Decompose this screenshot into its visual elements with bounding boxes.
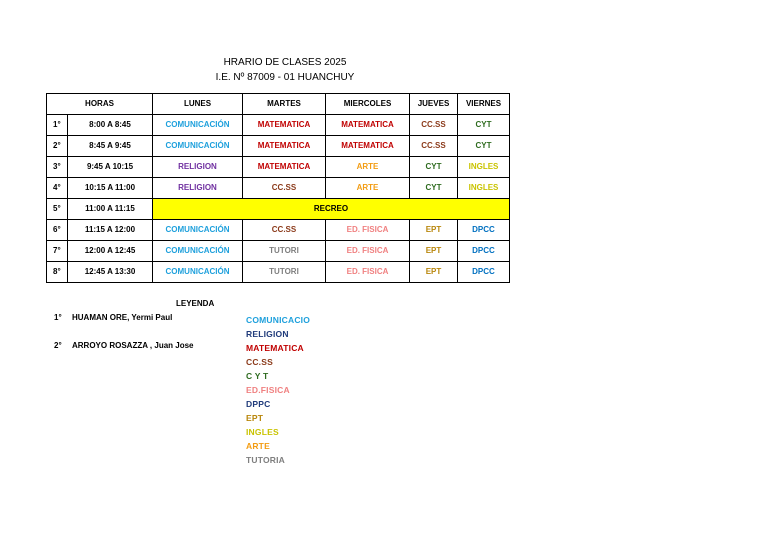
period-time: 10:15 A 11:00 (68, 178, 153, 199)
subject-cell: CYT (410, 178, 458, 199)
subject-cell: RELIGION (153, 157, 243, 178)
schedule-row (47, 220, 510, 241)
header-cell: HORAS (47, 94, 153, 115)
subject-cell: MATEMATICA (243, 157, 326, 178)
teacher-number: 2° (54, 341, 62, 350)
header-row (47, 94, 510, 115)
teacher-row (54, 341, 194, 350)
legend-item: ED.FISICA (246, 385, 290, 395)
subject-cell: COMUNICACIÓN (153, 115, 243, 136)
header-cell: MARTES (243, 94, 326, 115)
period-time: 8:45 A 9:45 (68, 136, 153, 157)
subject-cell: ED. FISICA (326, 241, 410, 262)
subject-cell: DPCC (458, 220, 510, 241)
subject-cell: COMUNICACIÓN (153, 136, 243, 157)
period-time: 8:00 A 8:45 (68, 115, 153, 136)
legend-item: TUTORIA (246, 455, 286, 465)
subject-cell: DPCC (458, 262, 510, 283)
subject-cell: ARTE (326, 157, 410, 178)
subject-cell: COMUNICACIÓN (153, 220, 243, 241)
school-name: I.E. Nº 87009 - 01 HUANCHUY (215, 72, 355, 83)
subject-cell: MATEMATICA (326, 136, 410, 157)
schedule-row (47, 199, 510, 220)
period-number: 4° (47, 178, 68, 199)
period-number: 6° (47, 220, 68, 241)
legend-item: C Y T (246, 371, 269, 381)
subject-cell: EPT (410, 241, 458, 262)
period-time: 9:45 A 10:15 (68, 157, 153, 178)
subject-cell: EPT (410, 220, 458, 241)
subject-cell: CYT (410, 157, 458, 178)
period-time: 12:45 A 13:30 (68, 262, 153, 283)
subject-cell: COMUNICACIÓN (153, 241, 243, 262)
period-number: 2° (47, 136, 68, 157)
period-number: 3° (47, 157, 68, 178)
header-cell: JUEVES (410, 94, 458, 115)
schedule-row (47, 241, 510, 262)
subject-cell: COMUNICACIÓN (153, 262, 243, 283)
schedule-row (47, 115, 510, 136)
teacher-name: ARROYO ROSAZZA , Juan Jose (72, 341, 194, 350)
header-cell: VIERNES (458, 94, 510, 115)
schedule-row (47, 178, 510, 199)
subject-cell: RELIGION (153, 178, 243, 199)
subject-cell: TUTORI (243, 241, 326, 262)
subject-cell: ED. FISICA (326, 220, 410, 241)
header-cell: MIERCOLES (326, 94, 410, 115)
period-number: 5° (47, 199, 68, 220)
legend-item: INGLES (246, 427, 279, 437)
subject-cell: MATEMATICA (326, 115, 410, 136)
schedule-row (47, 262, 510, 283)
legend-item: ARTE (246, 441, 270, 451)
period-number: 7° (47, 241, 68, 262)
subject-cell: CC.SS (410, 115, 458, 136)
period-number: 8° (47, 262, 68, 283)
subject-cell: ED. FISICA (326, 262, 410, 283)
schedule-table (46, 93, 510, 283)
subject-cell: CC.SS (243, 220, 326, 241)
subject-legend (246, 313, 310, 467)
teacher-number: 1° (54, 313, 62, 322)
legend-item: MATEMATICA (246, 343, 304, 353)
subject-cell: CC.SS (243, 178, 326, 199)
period-time: 11:00 A 11:15 (68, 199, 153, 220)
schedule-body (47, 94, 510, 283)
document-title: HRARIO DE CLASES 2025 (223, 57, 347, 68)
period-time: 12:00 A 12:45 (68, 241, 153, 262)
subject-cell: DPCC (458, 241, 510, 262)
teacher-row (54, 313, 172, 322)
period-time: 11:15 A 12:00 (68, 220, 153, 241)
recess-cell: RECREO (153, 199, 510, 220)
legend-item: COMUNICACIO (246, 315, 311, 325)
subject-cell: CYT (458, 115, 510, 136)
teacher-name: HUAMAN ORE, Yermi Paul (72, 313, 173, 322)
schedule-row (47, 136, 510, 157)
subject-cell: CYT (458, 136, 510, 157)
subject-cell: TUTORI (243, 262, 326, 283)
period-number: 1° (47, 115, 68, 136)
legend-item: EPT (246, 413, 264, 423)
subject-cell: EPT (410, 262, 458, 283)
subject-cell: CC.SS (410, 136, 458, 157)
schedule-row (47, 157, 510, 178)
legend-item: RELIGION (246, 329, 289, 339)
subject-cell: MATEMATICA (243, 115, 326, 136)
subject-cell: ARTE (326, 178, 410, 199)
legend-title: LEYENDA (176, 299, 215, 308)
subject-cell: INGLES (458, 178, 510, 199)
header-cell: LUNES (153, 94, 243, 115)
subject-cell: MATEMATICA (243, 136, 326, 157)
subject-cell: INGLES (458, 157, 510, 178)
legend-item: DPPC (246, 399, 271, 409)
legend-item: CC.SS (246, 357, 273, 367)
